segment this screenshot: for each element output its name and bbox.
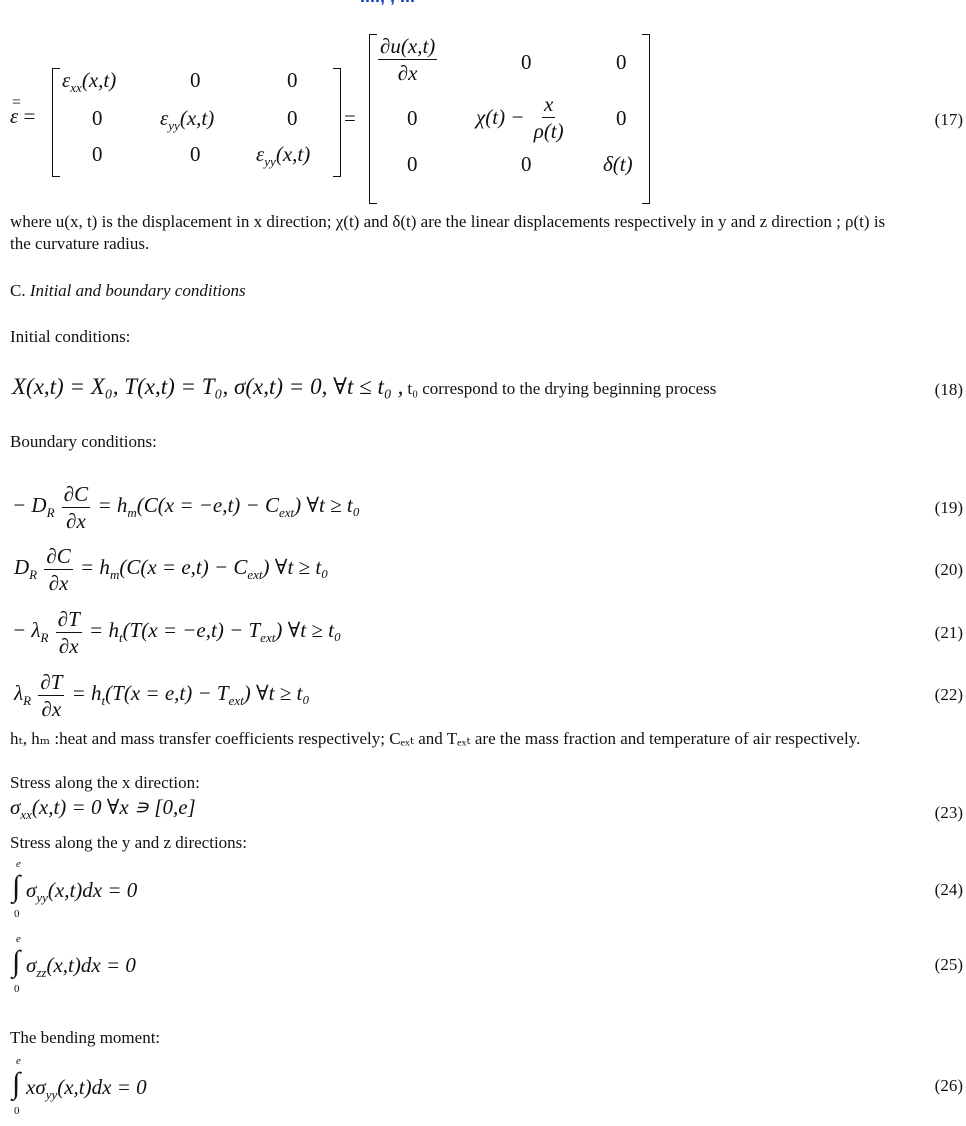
equation-22: $\lambda_R$ $\frac{\partial T}{\partial x}$ = $h_t(T(x = e,t) - T_{ext})$ ∀t ≥ t₀: [14, 670, 310, 721]
m1-r3c3: $\varepsilon_{yy}(x,t)$: [256, 142, 311, 170]
m1-r2c2: $\varepsilon_{yy}(x,t)$: [160, 106, 215, 134]
equation-number-20: (20): [934, 560, 963, 579]
equation-26: e ∫ $x\sigma_{yy}(x,t)dx = 0$ 0: [12, 1055, 147, 1117]
matrix2-right-bracket: [642, 34, 650, 204]
section-c-heading: C. Initial and boundary conditions: [10, 281, 246, 300]
m2-r2c3: 0: [616, 106, 627, 130]
paragraph-coefficients: hₜ, hₘ :heat and mass transfer coefficients respectively; Cₑₓₜ and Tₑₓₜ are the mass fraction and temperature of air respectively.: [10, 729, 861, 748]
m1-r1c1: $\varepsilon_{xx}(x,t)$: [62, 68, 117, 96]
m2-r1c1: $\frac{\partial u(x,t)}{\partial x}$: [380, 34, 436, 85]
m2-r3c2: 0: [521, 152, 532, 176]
m2-r3c1: 0: [407, 152, 418, 176]
m2-r1c2: 0: [521, 50, 532, 74]
header-fragment: [360, 0, 415, 7]
m1-r3c2: 0: [190, 142, 201, 166]
m2-r3c3: δ(t): [603, 152, 633, 176]
equation-number-17: (17): [934, 110, 963, 129]
m1-r2c3: 0: [287, 106, 298, 130]
equation-number-25: (25): [934, 955, 963, 974]
matrix1-right-bracket: [333, 68, 341, 177]
m2-r2c2: χ(t) − $\frac{x}{\rho(t)}$: [476, 92, 564, 143]
boundary-conditions-label: Boundary conditions:: [10, 432, 157, 451]
bending-moment-label: The bending moment:: [10, 1028, 161, 1047]
stress-yz-label: Stress along the y and z directions:: [10, 833, 248, 852]
matrix1-left-bracket: [52, 68, 60, 177]
m2-r2c1: 0: [407, 106, 418, 130]
m1-r1c3: 0: [287, 68, 298, 92]
equation-number-24: (24): [934, 880, 963, 899]
equation-21: − $\lambda_R$ $\frac{\partial T}{\partial x}$ = $h_t(T(x = -e,t) - T_{ext})$ ∀t ≥ t₀: [12, 607, 342, 658]
equation-19: − $D_R$ $\frac{\partial C}{\partial x}$ = $h_m(C(x = -e,t) - C_{ext})$ ∀t ≥ t₀: [12, 482, 361, 533]
equation-23: $\sigma_{xx}(x,t) = 0$ ∀x ∍ [0,e]: [10, 795, 196, 823]
paragraph-where: where u(x, t) is the displacement in x direction; χ(t) and δ(t) are the linear displacements respectively in y and z direction ; ρ(t) is the curvature radius.: [10, 212, 886, 253]
equation-25: e ∫ $\sigma_{zz}(x,t)dx = 0$ 0: [12, 933, 136, 995]
equation-20: $D_R$ $\frac{\partial C}{\partial x}$ = $h_m(C(x = e,t) - C_{ext})$ ∀t ≥ t₀: [14, 544, 329, 595]
equation-number-22: (22): [934, 685, 963, 704]
m1-r3c1: 0: [92, 142, 103, 166]
equation-number-21: (21): [934, 623, 963, 642]
epsilon-tensor-symbol: = ε =: [10, 94, 36, 128]
equation-number-18: (18): [934, 380, 963, 399]
m2-r1c3: 0: [616, 50, 627, 74]
equation-number-26: (26): [934, 1076, 963, 1095]
equals-sign: =: [344, 106, 356, 130]
initial-conditions-label: Initial conditions:: [10, 327, 131, 346]
equation-number-19: (19): [934, 498, 963, 517]
m1-r1c2: 0: [190, 68, 201, 92]
equation-18: X(x,t) = X₀, T(x,t) = T₀, σ(x,t) = 0, ∀t ≤ t₀ , t₀ correspond to the drying beginning process: [12, 374, 717, 399]
equation-24: e ∫ $\sigma_{yy}(x,t)dx = 0$ 0: [12, 858, 138, 920]
stress-x-label: Stress along the x direction:: [10, 773, 200, 792]
m1-r2c1: 0: [92, 106, 103, 130]
equation-number-23: (23): [934, 803, 963, 822]
